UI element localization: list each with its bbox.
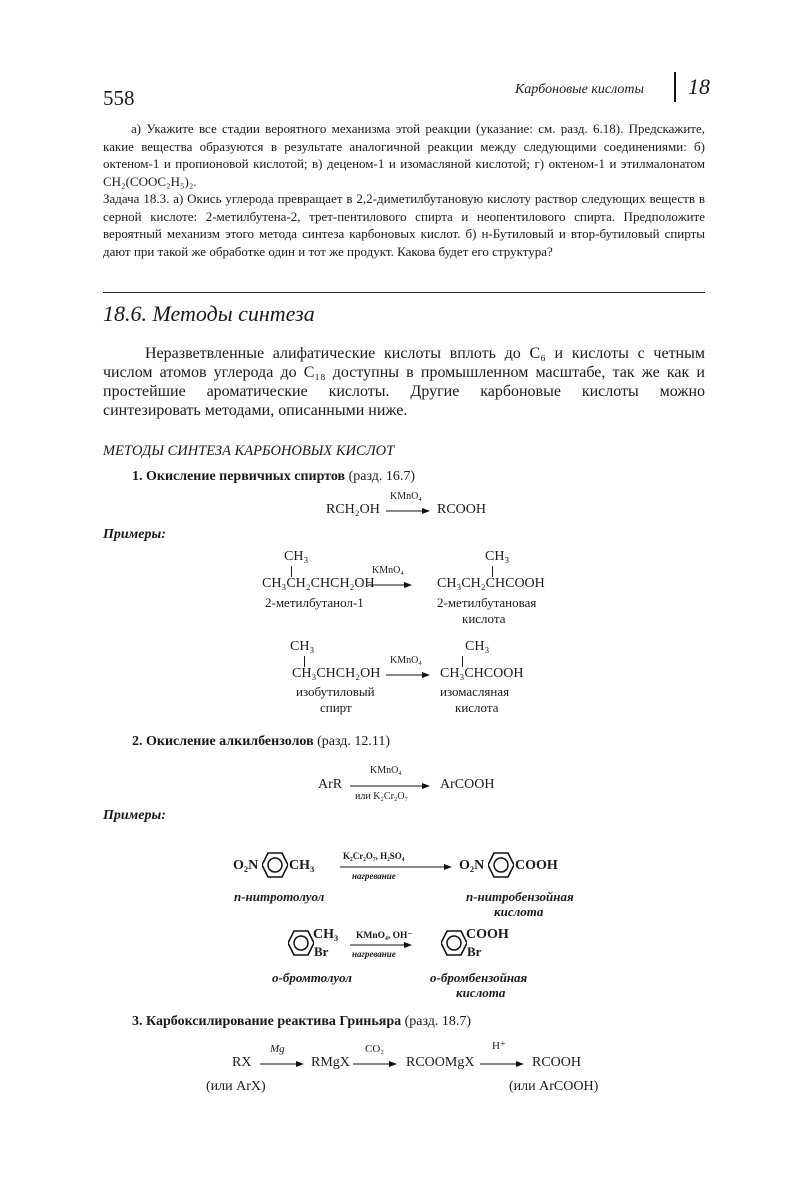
section-intro: Неразветвленные алифатические кислоты вплоть до C₆ и кислоты с четным числом атомов углерода до C₁₈ доступны в промышленном масштабе, так же как и простейшие ароматические кислоты. Другие карбоновые кислоты можно синтезировать методами, описанными ниже.	[103, 345, 705, 419]
ex1-reactant: CH₃CH₂CHCH₂OH	[262, 576, 375, 591]
ar2-prod-bottom: Br	[467, 944, 482, 959]
ar2-product-name-2: кислота	[456, 985, 506, 1000]
ex2-product-name-2: кислота	[455, 700, 499, 715]
m3-note-left: (или ArX)	[206, 1079, 266, 1094]
ar1-prod-right: COOH	[515, 858, 558, 873]
methods-heading: МЕТОДЫ СИНТЕЗА КАРБОНОВЫХ КИСЛОТ	[103, 443, 395, 459]
examples-label-2: Примеры:	[103, 808, 166, 823]
ex2-product: CH₃CHCOOH	[440, 666, 524, 681]
benzene-ring-icon	[262, 851, 288, 879]
ar2-sub-bottom: Br	[314, 944, 329, 959]
m3-mg: Mg	[270, 1043, 285, 1055]
ar1-left-sub: O₂N	[233, 858, 259, 873]
section-title: 18.6. Методы синтеза	[103, 301, 315, 326]
m3-note-right: (или ArCOOH)	[509, 1079, 599, 1094]
m3-co2: CO₂	[365, 1043, 385, 1055]
m3-rmgx: RMgX	[311, 1055, 350, 1070]
ar2-reactant-name: о-бромтолуол	[272, 970, 352, 985]
benzene-ring-icon	[488, 851, 514, 879]
ar2-prod-top: COOH	[466, 927, 509, 942]
ex1-product-branch: CH₃	[485, 549, 510, 564]
ex2-product-name: изомасляная	[440, 684, 510, 699]
ex1-product-name: 2-метилбутановая	[437, 595, 537, 610]
method1-title: 1. Окисление первичных спиртов	[132, 469, 346, 484]
section-divider	[103, 292, 705, 293]
benzene-ring-icon	[288, 929, 314, 957]
m2-reagent-bottom: или K₂Cr₂O₇	[355, 791, 409, 802]
m2-product: ArCOOH	[440, 777, 495, 792]
reaction-arrow-icon	[353, 1059, 397, 1069]
ar2-product-name: о-бромбензойная	[430, 970, 528, 985]
header-divider	[674, 72, 676, 102]
task-text: а) Окись углерода превращает в 2,2-диметилбутановую кислоту раствор следующих веществ в серной кислоте: 2-метилбутена-2, трет-пентилового спирта и неопентилового спирта. Предположите вероятный механизм этого метода синтеза карбоновых кислот. б) н-Бутиловый и втор-бутиловый спирты дают при такой же обработке один и тот же продукт. Какова будет его структура?	[103, 191, 705, 259]
method2-heading	[132, 735, 390, 749]
ex1-reactant-name: 2-метилбутанол-1	[265, 595, 364, 610]
ar2-reagent-top: KMnO₄, OH⁻	[356, 931, 413, 941]
method2-title: 2. Окисление алкилбензолов	[132, 734, 314, 749]
ar1-reagent-top: K₂Cr₂O₇, H₂SO₄	[343, 851, 405, 861]
ar1-prod-left: O₂N	[459, 858, 485, 873]
m1-reactant: RCH₂OH	[326, 502, 380, 517]
ar1-reactant-name: п-нитротолуол	[234, 889, 325, 904]
ex1-product: CH₃CH₂CHCOOH	[437, 576, 545, 591]
ar2-sub-top: CH₃	[313, 927, 339, 942]
chapter-number: 18	[688, 74, 710, 99]
m3-rcoomgx: RCOOMgX	[406, 1055, 475, 1070]
benzene-ring-icon	[441, 929, 467, 957]
ex2-reactant-name: изобутиловый	[296, 684, 375, 699]
ar2-reagent-bottom: нагревание	[352, 949, 396, 959]
ex1-reagent: KMnO₄	[372, 565, 404, 576]
ar1-product-name: п-нитробензойная	[466, 889, 574, 904]
ex2-product-branch: CH₃	[465, 639, 490, 654]
ex2-reactant-name-2: спирт	[320, 700, 352, 715]
reaction-arrow-icon	[260, 1059, 304, 1069]
method3-title: 3. Карбоксилирование реактива Гриньяра	[132, 1014, 402, 1029]
m2-reagent-top: KMnO₄	[370, 765, 402, 776]
reaction-arrow-icon	[480, 1059, 524, 1069]
reaction-arrow-icon	[386, 506, 430, 516]
method1-heading	[132, 470, 415, 484]
problem-part-a: а) Укажите все стадии вероятного механизма этой реакции (указание: см. разд. 6.18). Предскажите, какие вещества образуются в результате аналогичной реакции между следующими соединениями: б) октеном-1 и пропионовой кислотой; в) деценом-1 и изомасляной кислотой; г) октеном-1 и этилмалонатом CH₂(COOC₂H₅)₂.	[103, 121, 705, 189]
ar1-product-name-2: кислота	[494, 904, 544, 919]
m3-rx: RX	[232, 1055, 252, 1070]
reaction-arrow-icon	[368, 580, 412, 590]
method3-heading	[132, 1015, 471, 1029]
ex2-branch: CH₃	[290, 639, 315, 654]
ex1-product-name-2: кислота	[462, 611, 506, 626]
ex2-reagent: KMnO₄	[390, 655, 422, 666]
page-number: 558	[103, 86, 135, 110]
reaction-arrow-icon	[350, 781, 430, 791]
ar1-right-sub: CH₃	[289, 858, 315, 873]
method1-ref: (разд. 16.7)	[348, 469, 416, 484]
m2-reactant: ArR	[318, 777, 343, 792]
m3-rcooh: RCOOH	[532, 1055, 582, 1070]
running-title: Карбоновые кислоты	[515, 82, 645, 97]
m1-product: RCOOH	[437, 502, 487, 517]
m1-reagent: KMnO₄	[390, 491, 422, 502]
ex2-reactant: CH₃CHCH₂OH	[292, 666, 381, 681]
examples-label: Примеры:	[103, 527, 166, 542]
ex1-branch: CH₃	[284, 549, 309, 564]
task-18-3	[103, 190, 705, 260]
ar1-reagent-bottom: нагревание	[352, 871, 396, 881]
task-label: Задача 18.3.	[103, 191, 170, 206]
reaction-arrow-icon	[386, 670, 430, 680]
method2-ref: (разд. 12.11)	[317, 734, 391, 749]
method3-ref: (разд. 18.7)	[404, 1014, 472, 1029]
m3-h-plus: H⁺	[492, 1040, 506, 1052]
